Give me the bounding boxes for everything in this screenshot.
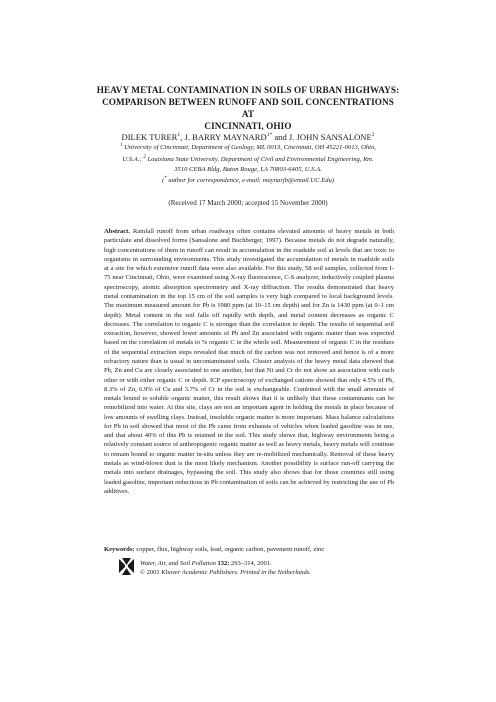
abstract-label: Abstract. (104, 228, 130, 235)
publisher-name: Kluwer Academic Publishers. Printed in the Netherlands. (161, 569, 311, 576)
keywords-label: Keywords: (104, 546, 135, 553)
affiliation-line: 3510 CEBA Bldg, Baton Rouge, LA 70803-6405, U.S.A. (174, 165, 322, 173)
correspondence-email: author for correspondence, e-mail: maynarjb@email.UC.Edu) (166, 177, 335, 185)
correspondence-mark: * (164, 176, 167, 182)
journal-citation (140, 559, 272, 568)
publisher-logo-icon (118, 557, 135, 577)
title-line-1: HEAVY METAL CONTAMINATION IN SOILS OF URBAN HIGHWAYS: (96, 85, 400, 95)
journal-name: Water, Air, and Soil Pollution (140, 560, 216, 567)
author-2-affil-mark: 1* (266, 132, 273, 138)
journal-volume: 132: (217, 560, 230, 567)
affil-mark-2: 2 (143, 154, 146, 160)
abstract (104, 227, 394, 496)
received-dates: (Received 17 March 2000; accepted 15 November 2000) (168, 199, 328, 207)
affiliation-line (92, 141, 404, 153)
affiliation-text: Louisiana State University, Department of Civil and Environmental Engineering, Rm. (145, 155, 374, 163)
copyright-prefix: © 2001 (140, 569, 162, 576)
author-1-affil-mark: 1 (177, 132, 181, 138)
correspondence-note (92, 174, 404, 186)
title-line-3: CINCINNATI, OHIO (204, 121, 292, 131)
copyright-line (140, 568, 311, 577)
author-separator: and (272, 131, 289, 142)
affiliation-text: University of Cincinnati, Department of Geology, ML 0013, Cincinnati, OH 45221-0013, Ohio, (122, 144, 376, 152)
author-1: DILEK TURER (121, 131, 178, 142)
journal-pages: 293–314, 2001. (229, 560, 272, 567)
keywords (104, 545, 394, 554)
affiliations (92, 141, 404, 186)
author-2: J. BARRY MAYNARD (184, 131, 267, 142)
title-line-2: COMPARISON BETWEEN RUNOFF AND SOIL CONCENTRATIONS AT (102, 97, 394, 119)
affiliation-text: U.S.A.; (122, 155, 144, 163)
author-separator: , (180, 131, 185, 142)
author-3: J. JOHN SANSALONE (288, 131, 372, 142)
affiliation-line (92, 153, 404, 165)
paren: ( (161, 177, 165, 185)
paper-title (95, 84, 401, 132)
keywords-text: copper, flux, highway soils, lead, organic carbon, pavement runoff, zinc (134, 546, 325, 553)
affil-mark-1: 1 (120, 143, 123, 148)
author-3-affil-mark: 2 (371, 132, 375, 138)
abstract-text: Rainfall runoff from urban roadways often contains elevated amounts of heavy metals in both particulate and dissolved forms (Sansalone and Buchberger, 1997). Because metals do not degrade naturally, high concentrations of them in runoff can result in accumulation in the roadside soil at levels that are toxic to organisms in surrounding environments. This study investigated the accumulation of metals in roadside soils at a site for which extensive runoff data were also available. For this study, 58 soil samples, collected from I-75 near Cincinnati, Ohio, were examined using X-ray fluorescence, C-S analyzer, inductively coupled plasma spectroscopy, atomic absorption spectrometry and X-ray diffraction. The results demonstrated that heavy metal contamination in the top 15 cm of the soil samples is very high compared to local background levels. The maximum measured amount for Pb is 1980 ppm (at 10–15 cm depth) and for Zn is 1430 ppm (at 0–1 cm depth). Metal content in the soil falls off rapidly with depth, and metal content decreases as organic C decreases. The correlation to organic C is stronger than the correlation to depth. The results of sequential soil extraction, however, showed lower amounts of Pb and Zn associated with organic matter than was expected based on the correlation of metals to % organic C in the whole soil. Measurement of organic C in the residues of the sequential extraction steps revealed that much of the carbon was not removed and hence is of a more refractory nature than is usual in uncontaminated soils. Cluster analysis of the heavy metal data showed that Pb, Zn and Cu are closely associated to one another, but that Ni and Cr do not show an association with each other or with either organic C or depth. ICP spectroscopy of exchanged cations showed that only 4.5% of Pb, 8.3% of Zn, 6.9% of Cu and 3.7% of Cr in the soil is exchangeable. Combined with the small amounts of metals bound to soluble organic matter, this result shows that it is unlikely that these contaminants can be remobilized into water. At this site, clays are not an important agent in holding the metals in place because of low amounts of swelling clays. Instead, insoluble organic matter is more important. Mass balance calculations for Pb in soil showed that most of the Pb came from exhausts of vehicles when leaded gasoline was in use, and that about 40% of this Pb is retained in the soil. This study shows that, highway environments being a relatively constant source of anthropogenic organic matter as well as heavy metals, heavy metals will continue to remain bound to organic matter in-situ unless they are re-mobilized mechanically. Removal of these heavy metals as wind-blown dust is the most likely mechanism. Another possibility is surface run-off carrying the metals into surface drainages, bypassing the soil. This study also shows that for those countries still using leaded gasoline, important reductions in Pb contamination of soils can be achieved by restricting the use of Pb additives. (104, 228, 394, 495)
